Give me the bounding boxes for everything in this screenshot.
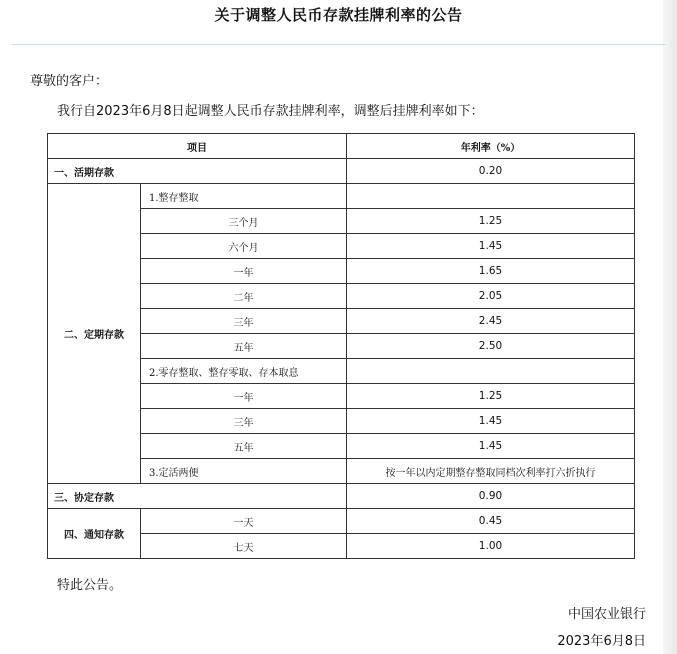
term-cell: 六个月 bbox=[141, 234, 347, 259]
category-notice: 四、通知存款 bbox=[48, 509, 141, 559]
intro-paragraph: 我行自2023年6月8日起调整人民币存款挂牌利率，调整后挂牌利率如下： bbox=[57, 104, 484, 119]
rate-cell: 1.45 bbox=[347, 234, 635, 259]
term-cell: 二年 bbox=[141, 284, 347, 309]
empty-cell bbox=[347, 359, 635, 384]
rate-flexible-note: 按一年以内定期整存整取同档次利率打六折执行 bbox=[347, 459, 635, 484]
term-cell: 三年 bbox=[141, 309, 347, 334]
rate-cell: 2.05 bbox=[347, 284, 635, 309]
rate-cell: 1.25 bbox=[347, 384, 635, 409]
category-time: 二、定期存款 bbox=[48, 184, 141, 484]
table-row bbox=[48, 184, 635, 209]
rate-cell: 0.45 bbox=[347, 509, 635, 534]
table-row bbox=[48, 509, 635, 534]
rate-cell: 1.65 bbox=[347, 259, 635, 284]
table-header-row bbox=[48, 134, 635, 159]
subcategory-flexible: 3.定活两便 bbox=[141, 459, 347, 484]
rate-cell: 1.45 bbox=[347, 434, 635, 459]
category-demand: 一、活期存款 bbox=[48, 159, 347, 184]
rate-demand: 0.20 bbox=[347, 159, 635, 184]
term-cell: 一天 bbox=[141, 509, 347, 534]
subcategory-lump: 1.整存整取 bbox=[141, 184, 347, 209]
category-agreement: 三、协定存款 bbox=[48, 484, 347, 509]
rates-table bbox=[47, 133, 635, 559]
bank-signature: 中国农业银行 bbox=[567, 607, 646, 622]
closing-text: 特此公告。 bbox=[57, 578, 123, 593]
header-item: 项目 bbox=[48, 134, 347, 159]
notice-date: 2023年6月8日 bbox=[557, 634, 646, 649]
header-rate: 年利率（%） bbox=[347, 134, 635, 159]
rate-cell: 1.45 bbox=[347, 409, 635, 434]
empty-cell bbox=[347, 184, 635, 209]
table-row bbox=[48, 159, 635, 184]
term-cell: 七天 bbox=[141, 534, 347, 559]
term-cell: 三年 bbox=[141, 409, 347, 434]
rate-cell: 1.25 bbox=[347, 209, 635, 234]
rate-cell: 2.45 bbox=[347, 309, 635, 334]
greeting: 尊敬的客户： bbox=[30, 74, 109, 89]
page-title: 关于调整人民币存款挂牌利率的公告 bbox=[214, 6, 463, 24]
rate-agreement: 0.90 bbox=[347, 484, 635, 509]
page-edge bbox=[663, 0, 677, 654]
term-cell: 五年 bbox=[141, 334, 347, 359]
table-row bbox=[48, 484, 635, 509]
term-cell: 一年 bbox=[141, 259, 347, 284]
term-cell: 三个月 bbox=[141, 209, 347, 234]
term-cell: 五年 bbox=[141, 434, 347, 459]
term-cell: 一年 bbox=[141, 384, 347, 409]
rate-cell: 2.50 bbox=[347, 334, 635, 359]
title-divider bbox=[12, 44, 666, 45]
subcategory-other: 2.零存整取、整存零取、存本取息 bbox=[141, 359, 347, 384]
rate-cell: 1.00 bbox=[347, 534, 635, 559]
